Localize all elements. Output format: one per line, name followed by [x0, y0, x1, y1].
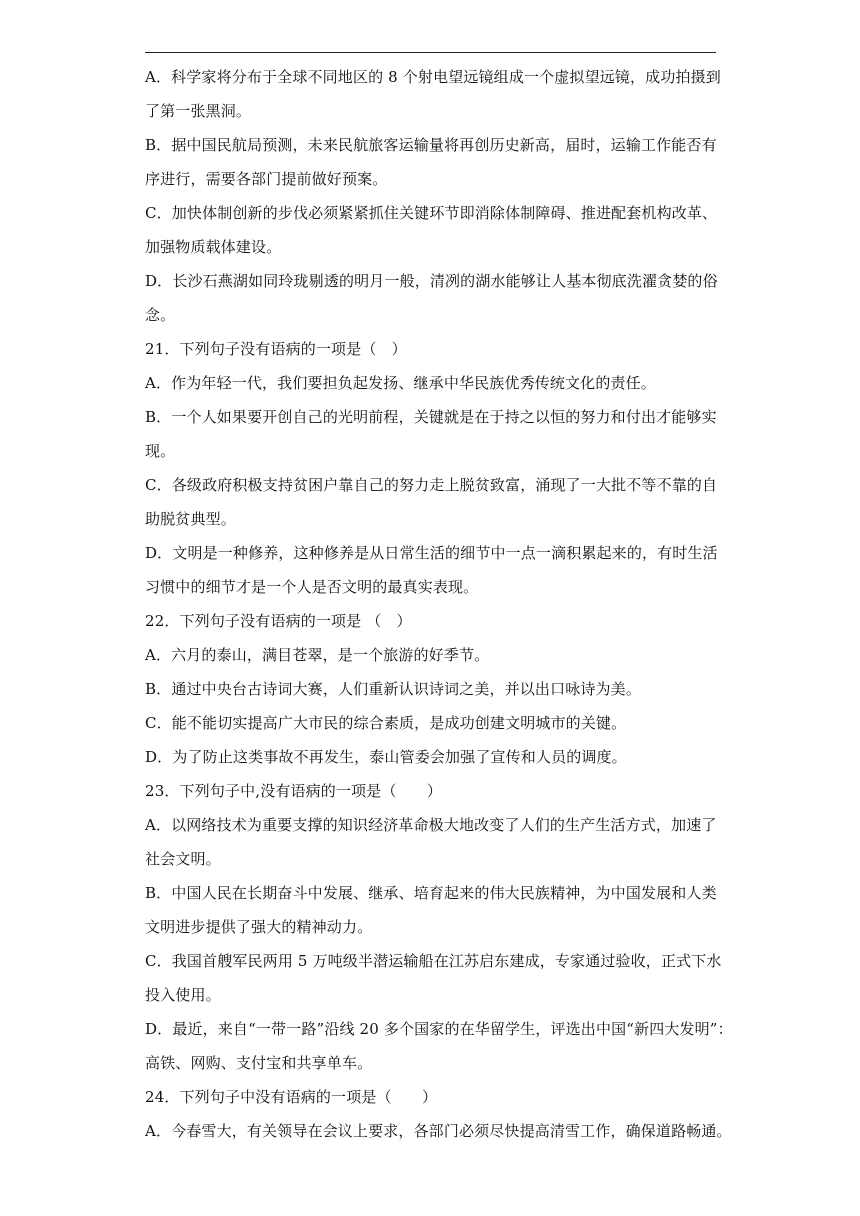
text-line: C．能不能切实提高广大市民的综合素质，是成功创建文明城市的关键。	[145, 714, 627, 732]
text-line: C．各级政府积极支持贫困户靠自己的努力走上脱贫致富，涌现了一大批不等不靠的自	[145, 476, 718, 494]
text-line: C．我国首艘军民两用 5 万吨级半潜运输船在江苏启东建成，专家通过验收，正式下水	[145, 952, 722, 970]
text-line: A．科学家将分布于全球不同地区的 8 个射电望远镜组成一个虚拟望远镜，成功拍摄到	[145, 68, 721, 86]
text-line: C．加快体制创新的步伐必须紧紧抓住关键环节即消除体制障碍、推进配套机构改革、	[145, 204, 718, 222]
question-heading: 22．下列句子没有语病的一项是 （ ）	[145, 612, 412, 630]
text-line: B．据中国民航局预测，未来民航旅客运输量将再创历史新高，届时，运输工作能否有	[145, 136, 717, 154]
text-line: 文明进步提供了强大的精神动力。	[145, 918, 373, 936]
text-line: 序进行，需要各部门提前做好预案。	[145, 170, 388, 188]
text-line: 现。	[145, 442, 176, 460]
question-heading: 24．下列句子中没有语病的一项是（ ）	[145, 1088, 438, 1106]
question-heading: 23．下列句子中,没有语病的一项是（ ）	[145, 782, 443, 800]
text-line: A．今春雪大，有关领导在会议上要求，各部门必须尽快提高清雪工作，确保道路畅通。	[145, 1122, 732, 1140]
text-line: A．以网络技术为重要支撑的知识经济革命极大地改变了人们的生产生活方式，加速了	[145, 816, 717, 834]
text-line: B．一个人如果要开创自己的光明前程，关键就是在于持之以恒的努力和付出才能够实	[145, 408, 717, 426]
text-line: A．作为年轻一代，我们要担负起发扬、继承中华民族优秀传统文化的责任。	[145, 374, 656, 392]
text-line: A．六月的泰山，满目苍翠，是一个旅游的好季节。	[145, 646, 490, 664]
text-line: B．中国人民在长期奋斗中发展、继承、培育起来的伟大民族精神，为中国发展和人类	[145, 884, 717, 902]
text-line: 社会文明。	[145, 850, 221, 868]
text-line: 习惯中的细节才是一个人是否文明的最真实表现。	[145, 578, 479, 596]
text-line: 加强物质载体建设。	[145, 238, 282, 256]
text-line: 投入使用。	[145, 986, 221, 1004]
text-line: 了第一张黑洞。	[145, 102, 252, 120]
header-rule	[145, 52, 716, 53]
question-heading: 21．下列句子没有语病的一项是（ ）	[145, 340, 407, 358]
question-text	[145, 60, 733, 1148]
text-line: D．最近，来自“一带一路”沿线 20 多个国家的在华留学生，评选出中国“新四大发明”：	[145, 1020, 733, 1038]
text-line: 助脱贫典型。	[145, 510, 236, 528]
text-line: 念。	[145, 306, 176, 324]
text-line: D．为了防止这类事故不再发生，泰山管委会加强了宣传和人员的调度。	[145, 748, 627, 766]
text-line: D．文明是一种修养，这种修养是从日常生活的细节中一点一滴积累起来的，有时生活	[145, 544, 718, 562]
text-line: B．通过中央台古诗词大赛，人们重新认识诗词之美，并以出口咏诗为美。	[145, 680, 641, 698]
text-line: D．长沙石燕湖如同玲珑剔透的明月一般，清冽的湖水能够让人基本彻底洗濯贪婪的俗	[145, 272, 718, 290]
text-line: 高铁、网购、支付宝和共享单车。	[145, 1054, 373, 1072]
